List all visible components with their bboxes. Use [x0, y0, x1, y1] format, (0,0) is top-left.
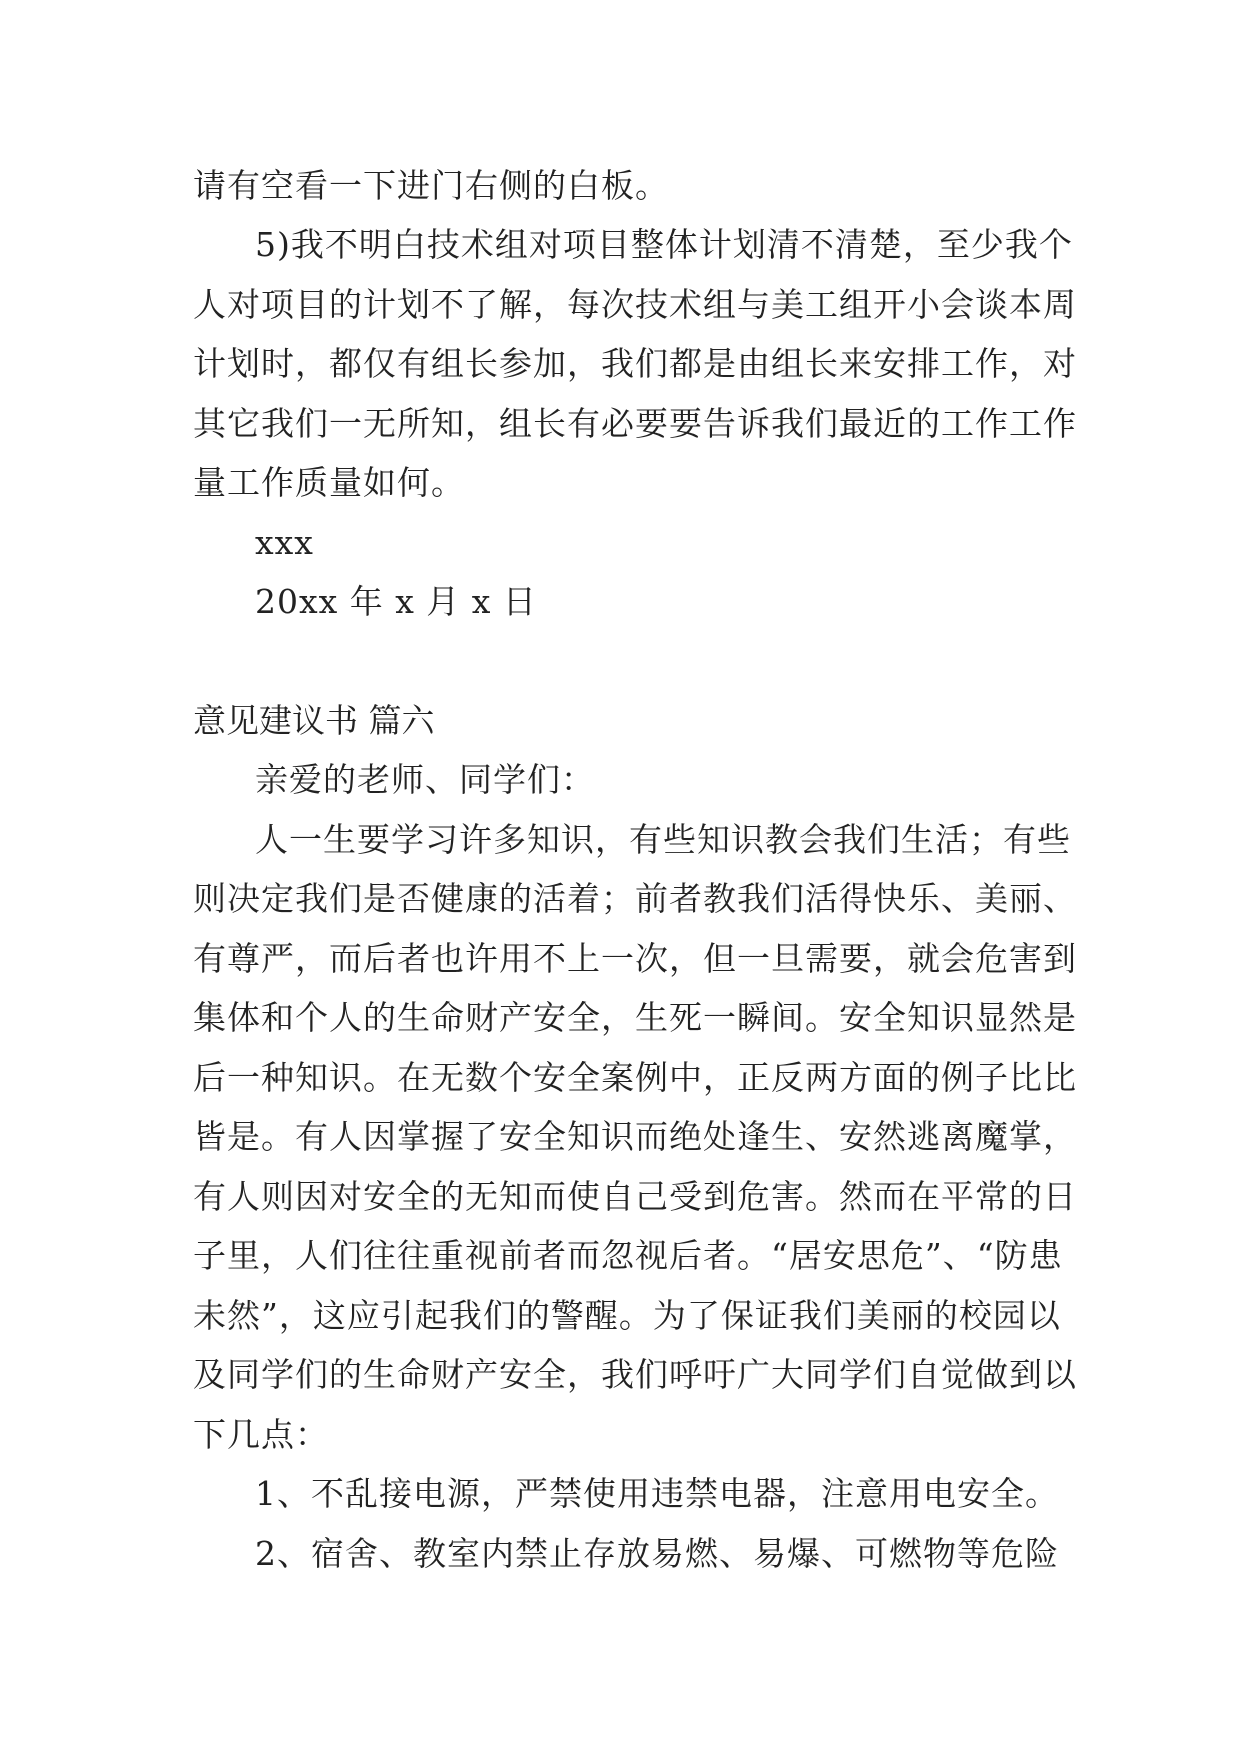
- list-item: 1、不乱接电源，严禁使用违禁电器，注意用电安全。: [255, 1474, 1059, 1513]
- list-item: 2、宿舍、教室内禁止存放易燃、易爆、可燃物等危险: [255, 1534, 1059, 1573]
- text-line: 人一生要学习许多知识，有些知识教会我们生活；有些: [255, 820, 1071, 859]
- text-line: 及同学们的生命财产安全，我们呼吁广大同学们自觉做到以: [193, 1355, 1077, 1394]
- text-line: 则决定我们是否健康的活着；前者教我们活得快乐、美丽、: [193, 879, 1077, 918]
- text-line: 后一种知识。在无数个安全案例中，正反两方面的例子比比: [193, 1058, 1077, 1097]
- text-line: 子里，人们往往重视前者而忽视后者。“居安思危”、“防患: [193, 1236, 1063, 1275]
- text-line: 5)我不明白技术组对项目整体计划清不清楚，至少我个: [255, 225, 1073, 264]
- text-line: 未然”，这应引起我们的警醒。为了保证我们美丽的校园以: [193, 1296, 1061, 1335]
- text-line: 请有空看一下进门右侧的白板。: [193, 166, 669, 205]
- signature-date: 20xx 年 x 月 x 日: [255, 582, 537, 621]
- text-line: 下几点：: [193, 1415, 329, 1454]
- signature-name: xxx: [255, 523, 314, 562]
- text-line: 人对项目的计划不了解，每次技术组与美工组开小会谈本周: [193, 285, 1077, 324]
- text-line: 有人则因对安全的无知而使自己受到危害。然而在平常的日: [193, 1177, 1077, 1216]
- text-line: 计划时，都仅有组长参加，我们都是由组长来安排工作，对: [193, 344, 1077, 383]
- text-line: 其它我们一无所知，组长有必要要告诉我们最近的工作工作: [193, 404, 1077, 443]
- text-line: 有尊严，而后者也许用不上一次，但一旦需要，就会危害到: [193, 939, 1077, 978]
- text-line: 皆是。有人因掌握了安全知识而绝处逢生、安然逃离魔掌，: [193, 1117, 1077, 1156]
- salutation: 亲爱的老师、同学们：: [255, 760, 595, 799]
- text-line: 量工作质量如何。: [193, 463, 465, 502]
- section-heading: 意见建议书 篇六: [193, 701, 435, 740]
- text-line: 集体和个人的生命财产安全，生死一瞬间。安全知识显然是: [193, 998, 1077, 1037]
